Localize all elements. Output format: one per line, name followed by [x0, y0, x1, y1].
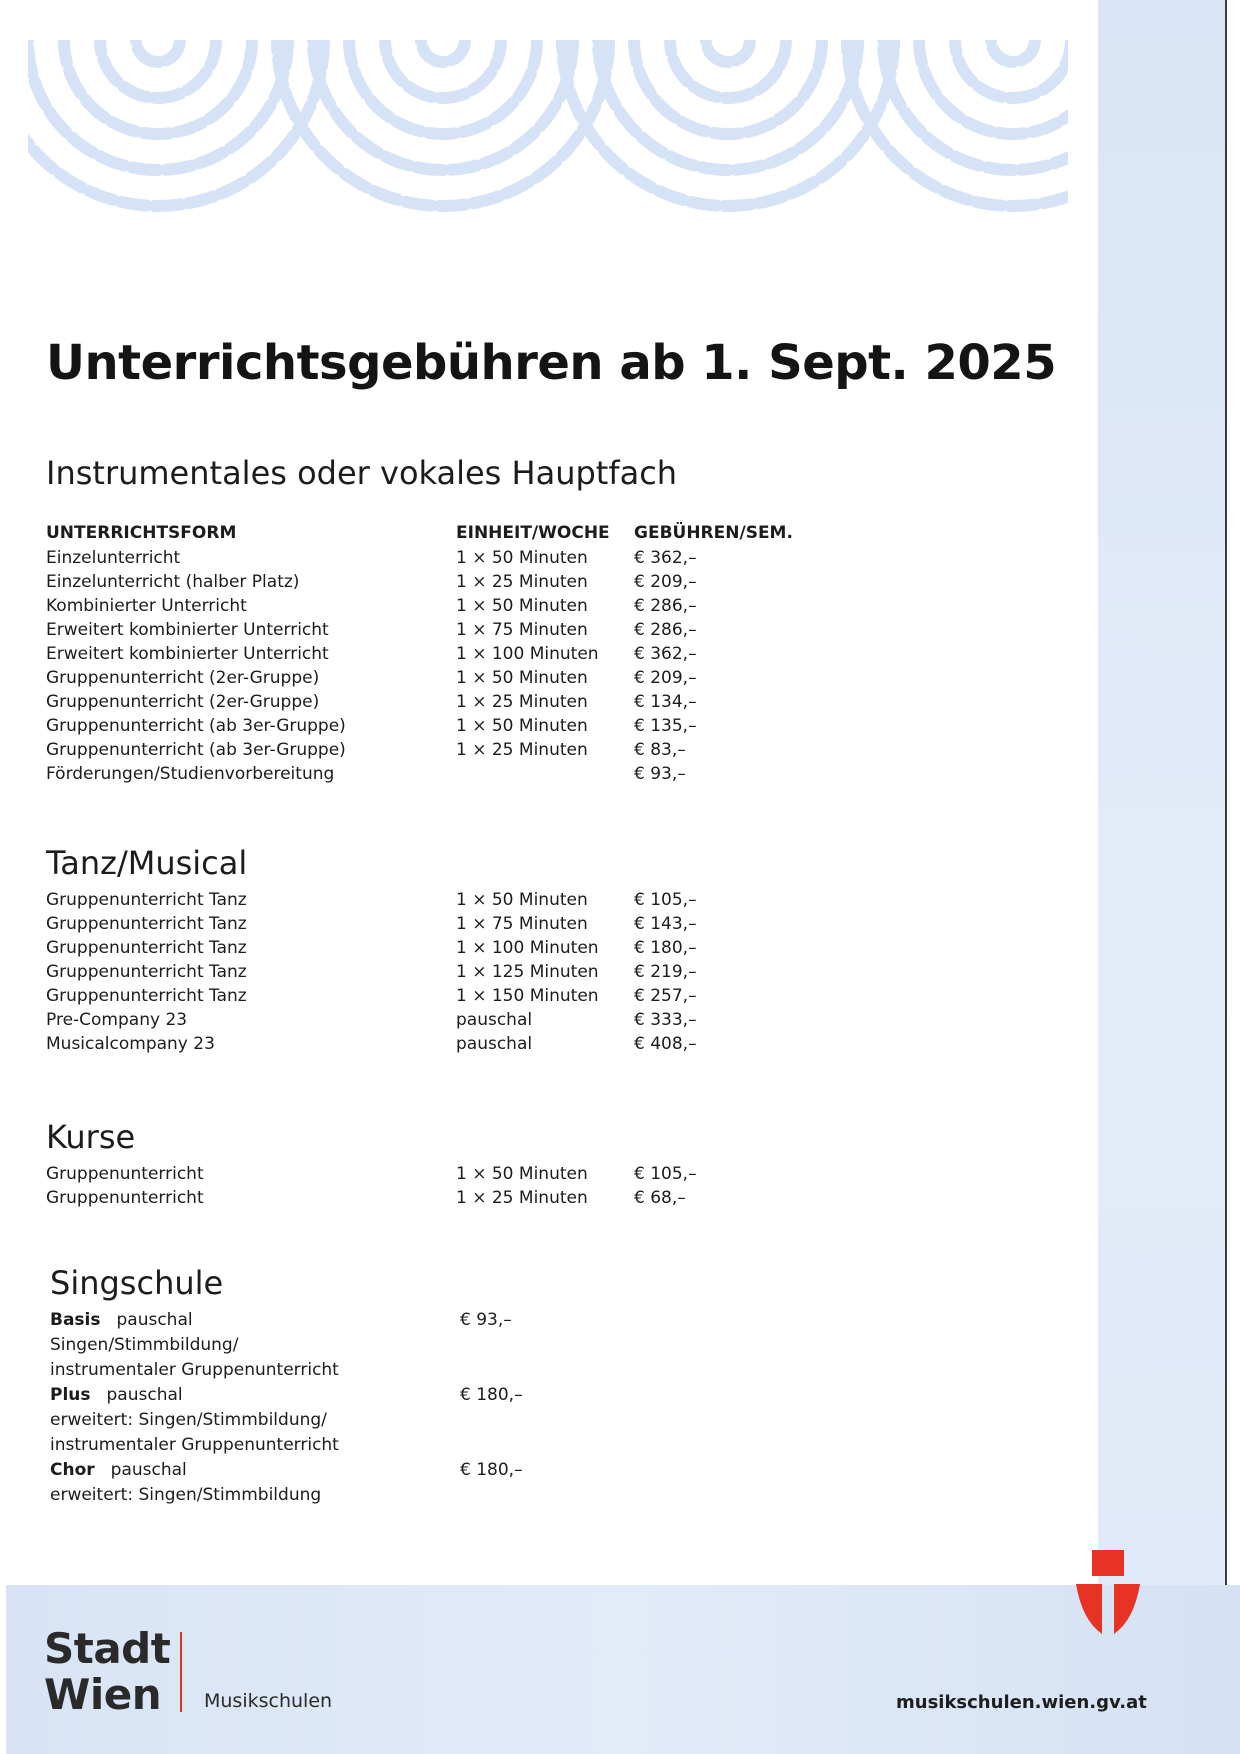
table-row: Gruppenunterricht 1 × 25 Minuten € 68,–: [46, 1188, 686, 1208]
table-row: Gruppenunterricht (ab 3er-Gruppe) 1 × 25 Minuten € 83,–: [46, 740, 686, 760]
table-row: Gruppenunterricht (ab 3er-Gruppe) 1 × 50 Minuten € 135,–: [46, 716, 697, 736]
tanz-fee-table: [46, 888, 806, 1056]
vienna-crest-icon: [1076, 1550, 1140, 1634]
section-title-kurse: Kurse: [46, 1118, 136, 1156]
page-title: Unterrichtsgebühren ab 1. Sept. 2025: [46, 335, 1057, 391]
column-header-form: UNTERRICHTSFORM: [46, 523, 237, 543]
footer-band: [6, 1585, 1240, 1754]
section-title-instrumental: Instrumentales oder vokales Hauptfach: [46, 454, 678, 492]
table-row: Gruppenunterricht Tanz 1 × 150 Minuten € 257,–: [46, 986, 697, 1006]
table-header: [46, 520, 806, 546]
right-background-strip: [1098, 0, 1226, 1600]
instrumental-fee-table: [46, 520, 806, 786]
table-row: Pre-Company 23 pauschal € 333,–: [46, 1010, 697, 1030]
list-item-basis: Basis pauschal € 93,–: [50, 1310, 512, 1330]
table-row: Kombinierter Unterricht 1 × 50 Minuten € 286,–: [46, 596, 697, 616]
table-row: Gruppenunterricht Tanz 1 × 100 Minuten € 180,–: [46, 938, 697, 958]
kurse-fee-table: [46, 1162, 806, 1210]
singschule-list: Basis pauschal € 93,– Singen/Stimmbildung/ instrumentaler Gruppenunterricht Plus pauschal € 180,– erweitert: Singen/Stimmbildung/ instrumentaler Gruppenunterricht Chor pauschal € 180,– erweitert: Singen/Stimmbildung: [50, 1308, 650, 1508]
table-row: Gruppenunterricht Tanz 1 × 50 Minuten € 105,–: [46, 890, 697, 910]
table-row: Gruppenunterricht 1 × 50 Minuten € 105,–: [46, 1164, 697, 1184]
table-row: Förderungen/Studienvorbereitung € 93,–: [46, 764, 686, 784]
column-header-unit: EINHEIT/WOCHE: [456, 523, 610, 543]
column-header-fee: GEBÜHREN/SEM.: [634, 523, 793, 543]
table-row: Einzelunterricht 1 × 50 Minuten € 362,–: [46, 548, 697, 568]
logo-divider: [180, 1632, 182, 1712]
table-row: Erweitert kombinierter Unterricht 1 × 100 Minuten € 362,–: [46, 644, 697, 664]
stadt-wien-logo: Stadt Wien: [44, 1624, 171, 1719]
section-title-singschule: Singschule: [50, 1264, 224, 1302]
table-row: Gruppenunterricht (2er-Gruppe) 1 × 50 Minuten € 209,–: [46, 668, 697, 688]
table-row: Gruppenunterricht (2er-Gruppe) 1 × 25 Minuten € 134,–: [46, 692, 697, 712]
list-item-chor: Chor pauschal € 180,–: [50, 1460, 523, 1480]
wave-pattern-header: [28, 40, 1068, 225]
table-row: Einzelunterricht (halber Platz) 1 × 25 Minuten € 209,–: [46, 572, 697, 592]
table-row: Erweitert kombinierter Unterricht 1 × 75 Minuten € 286,–: [46, 620, 697, 640]
section-title-tanz: Tanz/Musical: [46, 844, 248, 882]
table-row: Gruppenunterricht Tanz 1 × 125 Minuten € 219,–: [46, 962, 697, 982]
table-row: Gruppenunterricht Tanz 1 × 75 Minuten € 143,–: [46, 914, 697, 934]
logo-subtitle: Musikschulen: [204, 1690, 333, 1712]
table-row: Musicalcompany 23 pauschal € 408,–: [46, 1034, 697, 1054]
page-edge-line: [1225, 0, 1227, 1600]
list-item-plus: Plus pauschal € 180,–: [50, 1385, 523, 1405]
footer-url[interactable]: musikschulen.wien.gv.at: [896, 1692, 1147, 1713]
